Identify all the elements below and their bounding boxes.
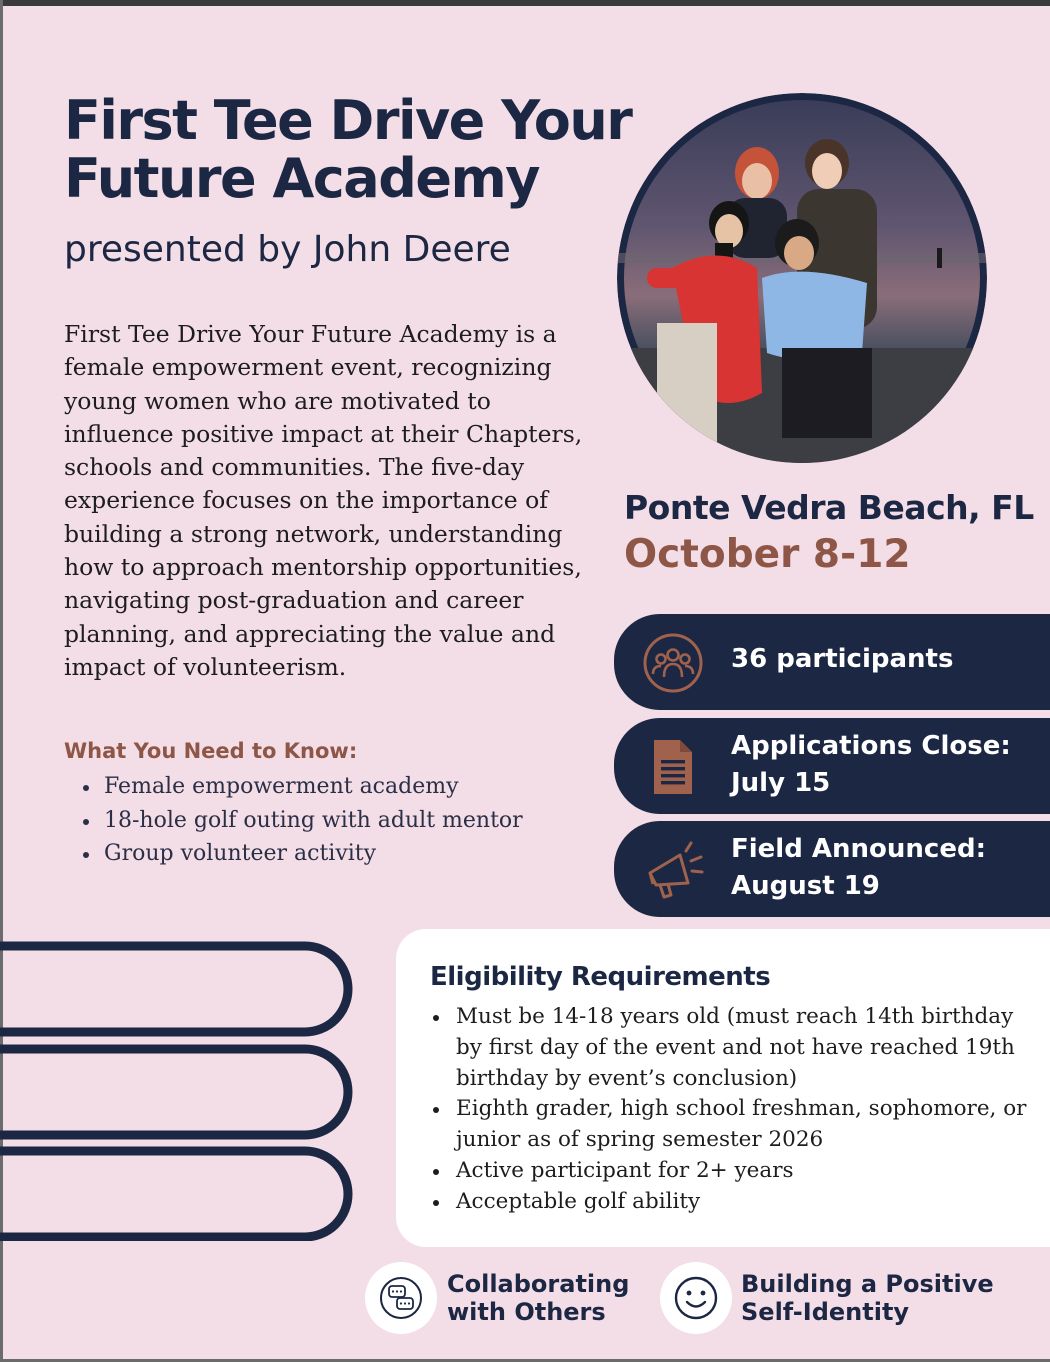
participants-pill (614, 614, 1050, 710)
field-announced-pill (614, 821, 1050, 917)
list-item: Active participant for 2+ years (430, 1156, 1030, 1187)
field-announced-label: Field Announced: (731, 834, 986, 864)
event-location: Ponte Vedra Beach, FL (624, 488, 1034, 527)
chat-bubbles-icon (365, 1262, 437, 1334)
list-item: Group volunteer activity (64, 837, 604, 871)
need-to-know-heading: What You Need to Know: (64, 739, 358, 763)
group-photo (617, 93, 987, 463)
applications-label: Applications Close: (731, 731, 1011, 761)
list-item: Female empowerment academy (64, 770, 604, 804)
field-announced-date: August 19 (731, 871, 880, 901)
list-item: Eighth grader, high school freshman, sophomore, or junior as of spring semester 2026 (430, 1094, 1030, 1156)
need-to-know-list (64, 770, 604, 871)
list-item: 18-hole golf outing with adult mentor (64, 804, 604, 838)
document-icon (642, 736, 704, 798)
smiley-face-icon (660, 1262, 732, 1334)
badge-collaborating-label: Collaborating with Others (447, 1270, 630, 1326)
intro-paragraph: First Tee Drive Your Future Academy is a female empowerment event, recognizing young women who are motivated to influence positive impact at their Chapters, schools and communities. The five-day experience focuses on the importance of building a strong network, understanding how to approach mentorship opportunities, navigating post-graduation and career planning, and appreciating the value and impact of volunteerism. (64, 320, 583, 681)
field-announced-text (731, 831, 986, 905)
event-dates: October 8-12 (624, 532, 911, 577)
participants-text: 36 participants (731, 644, 954, 674)
badge-self-identity-label: Building a Positive Self-Identity (741, 1270, 994, 1326)
megaphone-icon (642, 839, 704, 901)
eligibility-list (430, 1002, 1030, 1218)
list-item: Acceptable golf ability (430, 1187, 1030, 1218)
applications-pill (614, 718, 1050, 814)
list-item: Must be 14-18 years old (must reach 14th birthday by first day of the event and not have reached 19th birthday by event’s conclusion) (430, 1002, 1030, 1094)
group-icon (642, 632, 704, 694)
eligibility-heading: Eligibility Requirements (430, 962, 771, 992)
applications-text (731, 728, 1011, 802)
applications-date: July 15 (731, 768, 831, 798)
page-subtitle: presented by John Deere (64, 229, 511, 270)
page-title: First Tee Drive Your Future Academy (64, 89, 632, 210)
decorative-loops (0, 941, 360, 1241)
window-top-bar (0, 0, 1050, 6)
